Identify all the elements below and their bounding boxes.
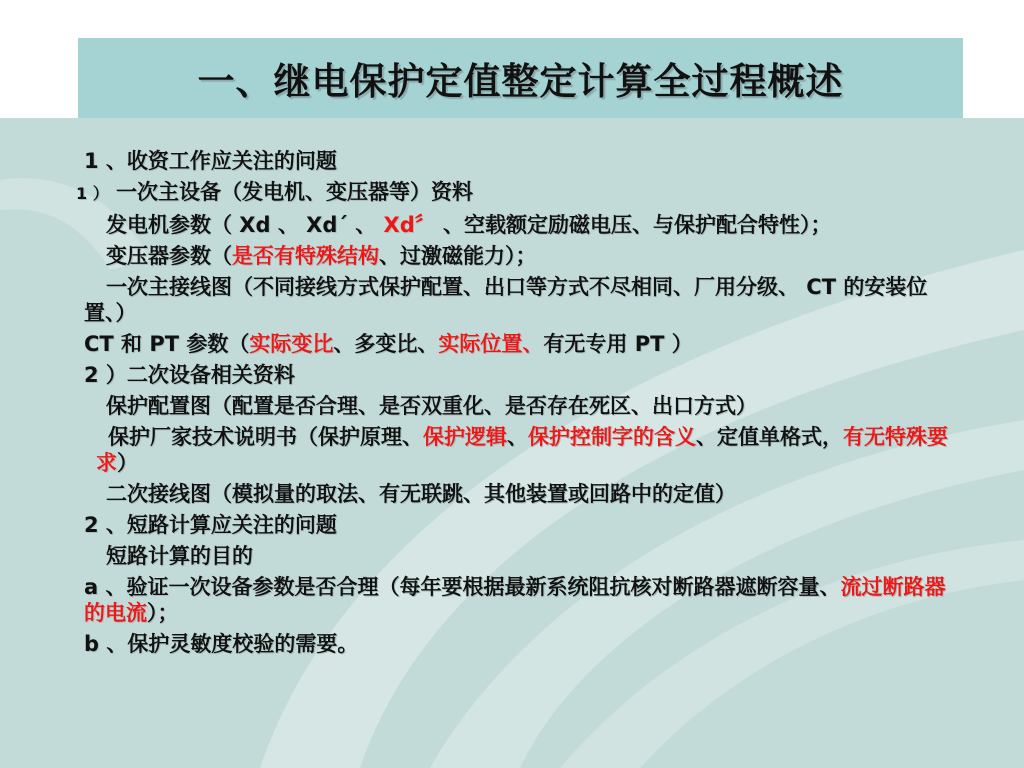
text: ）	[117, 451, 138, 475]
text: 发电机参数（ Xd 、 Xd´ 、	[106, 213, 384, 237]
text: CT 和 PT 参数（	[84, 332, 250, 356]
subsection-2-heading	[84, 362, 954, 388]
highlight-text: 保护逻辑	[423, 425, 507, 449]
short-circuit-purpose	[84, 543, 954, 569]
text: 2 ）二次设备相关资料	[84, 363, 295, 387]
text: 短路计算的目的	[106, 544, 253, 568]
text: 有无专用 PT ）	[543, 332, 693, 356]
purpose-b-item	[84, 631, 954, 657]
text: 2 、短路计算应关注的问题	[84, 513, 337, 537]
text: ）；	[147, 601, 179, 625]
vendor-manual-item	[96, 424, 954, 476]
text: 一次主设备（发电机、变压器等）资料	[108, 180, 474, 204]
ct-pt-params-item	[84, 331, 954, 357]
highlight-text: 保护控制字的含义	[528, 425, 696, 449]
text: 、过激磁能力）；	[379, 244, 537, 268]
purpose-a-item	[84, 574, 954, 626]
text: 变压器参数（	[106, 244, 232, 268]
secondary-wiring-item	[84, 481, 954, 507]
text: 保护厂家技术说明书（保护原理、	[108, 425, 423, 449]
highlight-text: 流过断路器的电流	[84, 575, 946, 625]
transformer-params-item	[84, 243, 954, 269]
text: a 、验证一次设备参数是否合理（每年要根据最新系统阻抗核对断路器遮断容量、	[84, 575, 841, 599]
text: 、定值单格式，	[696, 425, 843, 449]
title-banner	[78, 38, 963, 118]
text: 、	[507, 425, 528, 449]
text: b 、保护灵敏度校验的需要。	[84, 632, 359, 656]
highlight-text: 有无特殊要求	[96, 425, 948, 475]
text: 1 、收资工作应关注的问题	[84, 149, 337, 173]
slide-title: 一、继电保护定值整定计算全过程概述	[197, 59, 844, 103]
text: 保护配置图（配置是否合理、是否双重化、是否存在死区、出口方式）	[106, 394, 757, 418]
text: 二次接线图（模拟量的取法、有无联跳、其他装置或回路中的定值）	[106, 482, 736, 506]
text: 、空载额定励磁电压、与保护配合特性）；	[435, 213, 832, 237]
text: 、多变比、	[333, 332, 439, 356]
main-wiring-item	[84, 274, 954, 326]
protection-config-item	[84, 393, 954, 419]
highlight-text: Xd〞	[383, 213, 436, 237]
highlight-text: 实际变比	[249, 332, 334, 356]
subsection-1-heading	[76, 179, 954, 207]
slide-body	[76, 148, 954, 662]
text: 一次主接线图（不同接线方式保护配置、出口等方式不尽相同、厂用分级、 CT 的安装位置、）	[84, 275, 928, 325]
section-1-heading	[84, 148, 954, 174]
section-2-heading	[84, 512, 954, 538]
list-number: 1 ）	[76, 184, 109, 203]
highlight-text: 是否有特殊结构	[232, 244, 379, 268]
highlight-text: 实际位置、	[438, 332, 544, 356]
generator-params-item	[84, 212, 954, 238]
